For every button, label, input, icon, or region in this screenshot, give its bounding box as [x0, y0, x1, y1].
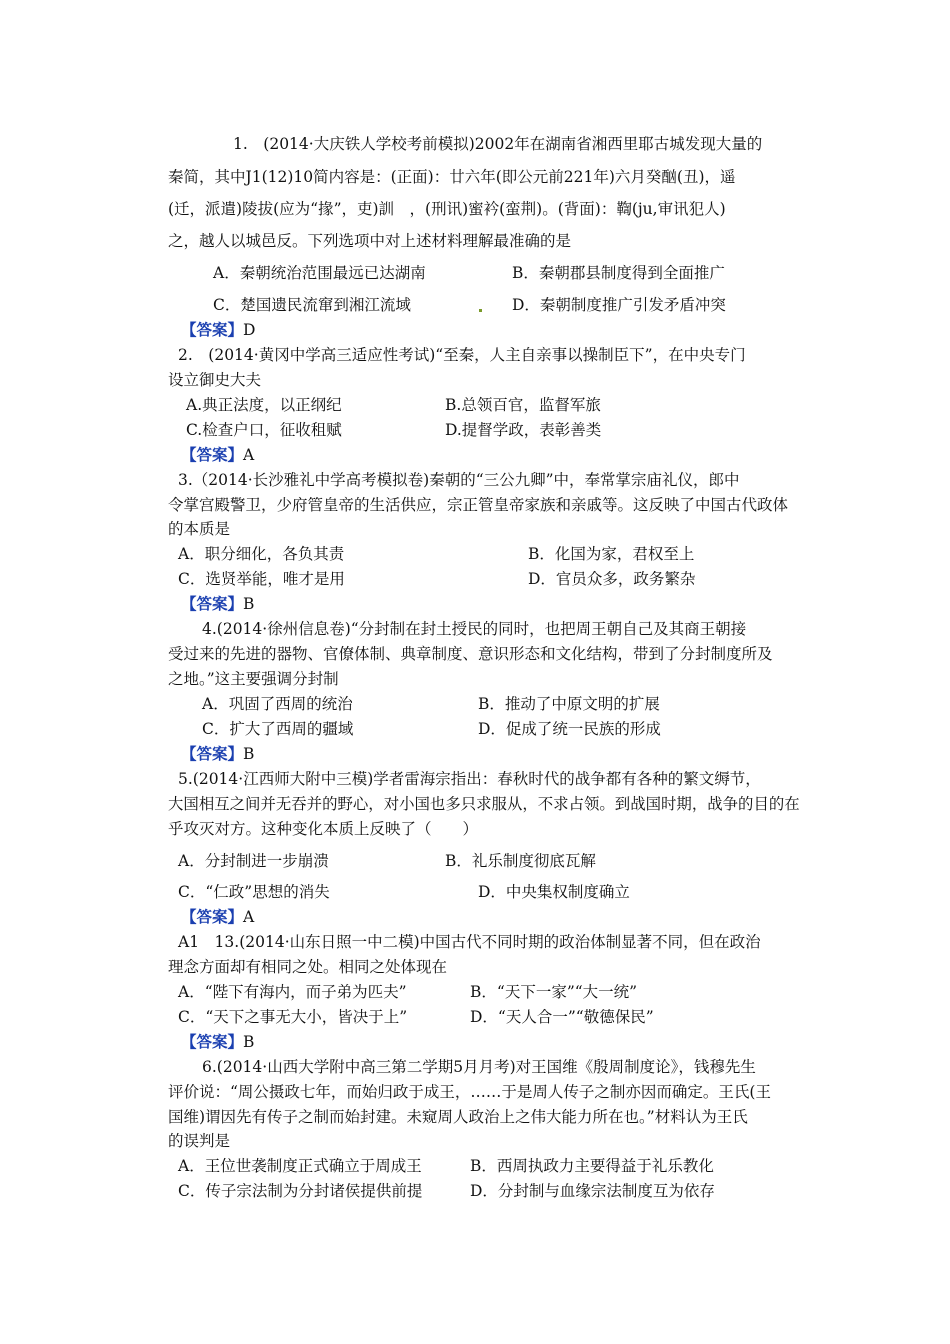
answer-label: 【答案】 [181, 320, 244, 339]
q1-option-c: C．楚国遗民流窜到湘江流域 [213, 296, 411, 314]
q6-line-3: 国维)谓因先有传子之制而始封建。未窥周人政治上之伟大能力所在也。”材料认为王氏 [168, 1108, 748, 1126]
q4-option-d: D．促成了统一民族的形成 [478, 720, 661, 738]
q3-option-d: D．官员众多，政务繁杂 [528, 570, 696, 588]
q5-line-1: 5.(2014·江西师大附中三模)学者雷海宗指出：春秋时代的战争都有各种的繁文缛节， [178, 770, 761, 788]
q5-option-d: D．中央集权制度确立 [478, 883, 630, 901]
q5-answer [181, 907, 254, 927]
q3-option-c: C．选贤举能，唯才是用 [178, 570, 345, 588]
q4-option-c: C．扩大了西周的疆域 [202, 720, 354, 738]
q3-line-2: 令掌宫殿警卫，少府管皇帝的生活供应，宗正管皇帝家族和亲戚等。这反映了中国古代政体 [168, 496, 789, 514]
q13-answer [181, 1032, 254, 1052]
answer-label: 【答案】 [181, 1032, 244, 1051]
q3-line-3: 的本质是 [168, 520, 231, 538]
q6-option-d: D．分封制与血缘宗法制度互为依存 [470, 1182, 715, 1200]
answer-label: 【答案】 [181, 907, 244, 926]
q1-option-d: D．秦朝制度推广引发矛盾冲突 [512, 296, 726, 314]
q3-line-1: 3.（2014·长沙雅礼中学高考模拟卷)秦朝的“三公九卿”中，奉常掌宗庙礼仪，郎中 [178, 471, 740, 489]
q1-line-2: 秦简，其中J1(12)10简内容是：(正面)：廿六年(即公元前221年)六月癸酗(丑)，遥 [168, 168, 736, 186]
q1-option-b: B．秦朝郡县制度得到全面推广 [512, 264, 725, 282]
q6-line-4: 的误判是 [168, 1132, 231, 1150]
q3-option-a: A．职分细化，各负其责 [178, 545, 345, 563]
q3-answer [181, 594, 254, 614]
q6-option-a: A．王位世袭制度正式确立于周成王 [178, 1157, 422, 1175]
q6-line-2: 评价说：“周公摄政七年，而始归政于成王，……于是周人传子之制亦因而确定。王氏(王 [168, 1083, 771, 1101]
q13-line-1: A1 13.(2014·山东日照一中二模)中国古代不同时期的政治体制显著不同，但在政治 [178, 933, 761, 951]
q5-option-c: C．“仁政”思想的消失 [178, 883, 330, 901]
q5-line-2: 大国相互之间并无吞并的野心，对小国也多只求服从，不求占领。到战国时期，战争的目的在 [168, 795, 800, 813]
q13-option-c: C．“天下之事无大小，皆决于上” [178, 1008, 408, 1026]
q5-option-b: B．礼乐制度彻底瓦解 [445, 852, 596, 870]
answer-value: B [243, 745, 255, 763]
q4-answer [181, 744, 254, 764]
q1-answer [181, 320, 255, 340]
q4-line-3: 之地。”这主要强调分封制 [168, 670, 339, 688]
q6-line-1: 6.(2014·山西大学附中高三第二学期5月月考)对王国维《殷周制度论》，钱穆先生 [202, 1058, 756, 1076]
q3-option-b: B．化国为家，君权至上 [528, 545, 695, 563]
answer-label: 【答案】 [181, 744, 244, 763]
q2-line-2: 设立御史大夫 [168, 371, 262, 389]
q1-line-1: 1. (2014·大庆铁人学校考前模拟)2002年在湖南省湘西里耶古城发现大量的 [233, 135, 763, 153]
q6-option-b: B．西周执政力主要得益于礼乐教化 [470, 1157, 714, 1175]
answer-value: A [243, 908, 255, 926]
answer-value: B [243, 595, 255, 613]
q4-line-2: 受过来的先进的器物、官僚体制、典章制度、意识形态和文化结构，带到了分封制度所及 [168, 645, 773, 663]
q2-option-d: D.提督学政，表彰善类 [445, 421, 602, 439]
q13-option-a: A．“陛下有海内，而子弟为匹夫” [178, 983, 407, 1001]
q1-line-4: 之，越人以城邑反。下列选项中对上述材料理解最准确的是 [168, 232, 572, 250]
answer-value: D [243, 321, 256, 339]
q2-line-1: 2. (2014·黄冈中学高三适应性考试)“至秦，人主自亲事以操制臣下”，在中央专门 [178, 346, 746, 364]
answer-label: 【答案】 [181, 445, 244, 464]
q5-line-3: 乎攻灭对方。这种变化本质上反映了（ ） [168, 820, 479, 838]
q13-line-2: 理念方面却有相同之处。相同之处体现在 [168, 958, 448, 976]
q13-option-b: B．“天下一家”“大一统” [470, 983, 638, 1001]
q4-option-a: A．巩固了西周的统治 [202, 695, 353, 713]
answer-value: A [243, 446, 255, 464]
q5-option-a: A．分封制进一步崩溃 [178, 852, 329, 870]
q13-option-d: D．“天人合一”“敬德保民” [470, 1008, 654, 1026]
q4-line-1: 4.(2014·徐州信息卷)“分封制在封土授民的同时，也把周王朝自己及其商王朝接 [202, 620, 747, 638]
q6-option-c: C．传子宗法制为分封诸侯提供前提 [178, 1182, 423, 1200]
q4-option-b: B．推动了中原文明的扩展 [478, 695, 660, 713]
q2-option-b: B.总领百官，监督军旅 [445, 396, 601, 414]
q2-option-c: C.检查户口，征收租赋 [186, 421, 342, 439]
q1-option-a: A．秦朝统治范围最远已达湖南 [213, 264, 426, 282]
q1-line-3: (迁，派遣)陵拔(应为“掾”，吏)訓 ，(刑讯)蜜衿(蛮荆)。(背面)：鞫(ju,审讯犯人) [168, 200, 726, 218]
q2-option-a: A.典正法度，以正纲纪 [186, 396, 342, 414]
answer-label: 【答案】 [181, 594, 244, 613]
answer-value: B [243, 1033, 255, 1051]
stray-mark [479, 309, 482, 312]
q2-answer [181, 445, 254, 465]
